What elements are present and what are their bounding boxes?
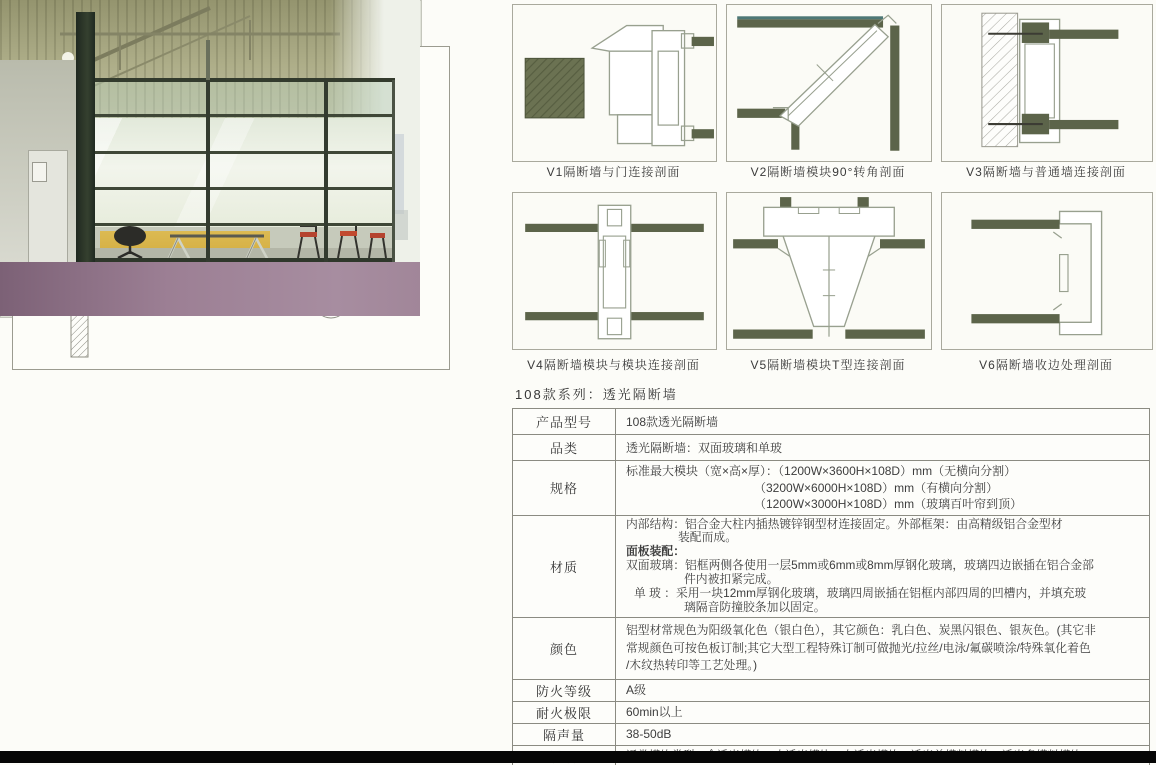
section-drawing-v1 — [512, 4, 717, 162]
v2-section-art — [727, 5, 931, 161]
row-label: 防火等级 — [513, 679, 616, 701]
table-row — [513, 515, 1150, 617]
v1-section-art — [513, 5, 716, 161]
row-value — [616, 515, 1150, 617]
table-row — [513, 435, 1150, 461]
product-photo — [0, 0, 422, 318]
row-label: 隔声量 — [513, 723, 616, 745]
row-value-line: 标准最大模块（宽×高×厚）：（1200W×3600H×108D）mm（无横向分割） — [626, 464, 1017, 478]
section-drawing-v4 — [512, 192, 717, 350]
mullion-post-left — [76, 12, 95, 262]
row-value-line: 常规颜色可按色板订制;其它大型工程特殊订制可做抛光/拉丝/电泳/氟碳喷涂/特殊氧化着色 — [626, 640, 1091, 655]
row-value-line: 件内被扣紧完成。 — [684, 572, 779, 587]
series-note: 108款系列：透光隔断墙 — [515, 387, 678, 402]
row-value-line: 璃隔音防撞胶条加以固定。 — [684, 599, 826, 614]
table-row — [513, 723, 1150, 745]
mullion-edge — [392, 80, 395, 262]
row-value-line: 面板装配： — [626, 544, 685, 559]
caption-v6: V6隔断墙收边处理剖面 — [979, 358, 1113, 372]
v5-section-art — [727, 193, 931, 349]
row-value — [616, 701, 1150, 723]
left-wall-sign — [32, 162, 47, 182]
row-label: 品类 — [513, 435, 616, 461]
row-value-line: 装配而成。 — [678, 530, 737, 545]
v4-section-art — [513, 193, 716, 349]
row-value — [616, 679, 1150, 701]
mullion-post-mid — [206, 80, 210, 262]
table-row — [513, 701, 1150, 723]
v3-section-art — [942, 5, 1152, 161]
row-label: 规格 — [513, 461, 616, 516]
caption-v2: V2隔断墙模块90°转角剖面 — [750, 165, 906, 179]
glass-rail-1 — [78, 114, 395, 117]
glass-rail-3 — [78, 187, 395, 190]
row-value — [616, 723, 1150, 745]
v6-section-art — [942, 193, 1152, 349]
row-value-line: /木纹热转印等工艺处理。) — [626, 658, 758, 673]
table-row — [513, 409, 1150, 435]
bottom-divider-bar — [0, 751, 1156, 763]
row-value-line: 60min以上 — [626, 705, 683, 720]
row-value-line: 透光隔断墙：双面玻璃和单玻 — [626, 440, 783, 455]
row-value-line: 单 玻 ：采用一块12mm厚钢化玻璃，玻璃四周嵌插在铝框内部四周的凹槽内，并填充玻 — [634, 586, 1087, 601]
section-drawing-v3 — [941, 4, 1153, 162]
caption-v5: V5隔断墙模块T型连接剖面 — [750, 358, 906, 372]
row-label: 产品型号 — [513, 409, 616, 435]
row-value-line: 铝型材常规色为阳级氧化色（银白色），其它颜色：乳白色、炭黑闪银色、银灰色。(其它非 — [626, 623, 1096, 638]
section-drawing-v6 — [941, 192, 1153, 350]
photo-floor-carpet — [0, 262, 420, 316]
row-value-line: A级 — [626, 683, 647, 698]
table-row — [513, 461, 1150, 516]
mullion-post-right — [324, 80, 328, 262]
caption-v1: V1隔断墙与门连接剖面 — [546, 165, 681, 179]
row-value-line: 108款透光隔断墙 — [626, 414, 719, 429]
section-drawing-v5 — [726, 192, 932, 350]
glass-reflection — [78, 118, 395, 227]
spec-table — [512, 408, 1150, 765]
glass-upper-clear — [78, 80, 395, 118]
row-value — [616, 617, 1150, 679]
caption-v4: V4隔断墙模块与模块连接剖面 — [527, 358, 700, 372]
mullion-upper-extension — [206, 40, 210, 80]
row-value-line: 38-50dB — [626, 727, 672, 742]
row-value-line: 内部结构：铝合金大柱内插热镀锌钢型材连接固定。外部框架：由高精级铝合金型材 — [626, 516, 1063, 531]
row-value-line: （3200W×6000H×108D）mm（有横向分割） — [754, 480, 999, 495]
row-value — [616, 461, 1150, 516]
glass-rail-2 — [78, 151, 395, 154]
row-label: 耐火极限 — [513, 701, 616, 723]
glass-top-rail — [60, 78, 395, 82]
table-row — [513, 679, 1150, 701]
glass-rail-4 — [78, 223, 395, 226]
caption-v3: V3隔断墙与普通墙连接剖面 — [966, 165, 1126, 179]
row-label: 材质 — [513, 515, 616, 617]
section-drawing-v2 — [726, 4, 932, 162]
row-value — [616, 435, 1150, 461]
row-value-line: 双面玻璃：铝框两侧各使用一层5mm或6mm或8mm厚钢化玻璃，玻璃四边嵌插在铝合金部 — [626, 558, 1094, 573]
row-value — [616, 409, 1150, 435]
row-value-line: （1200W×3000H×108D）mm（玻璃百叶帘到顶） — [754, 497, 1023, 511]
row-label: 颜色 — [513, 617, 616, 679]
interior-furniture — [78, 222, 395, 262]
table-row — [513, 617, 1150, 679]
